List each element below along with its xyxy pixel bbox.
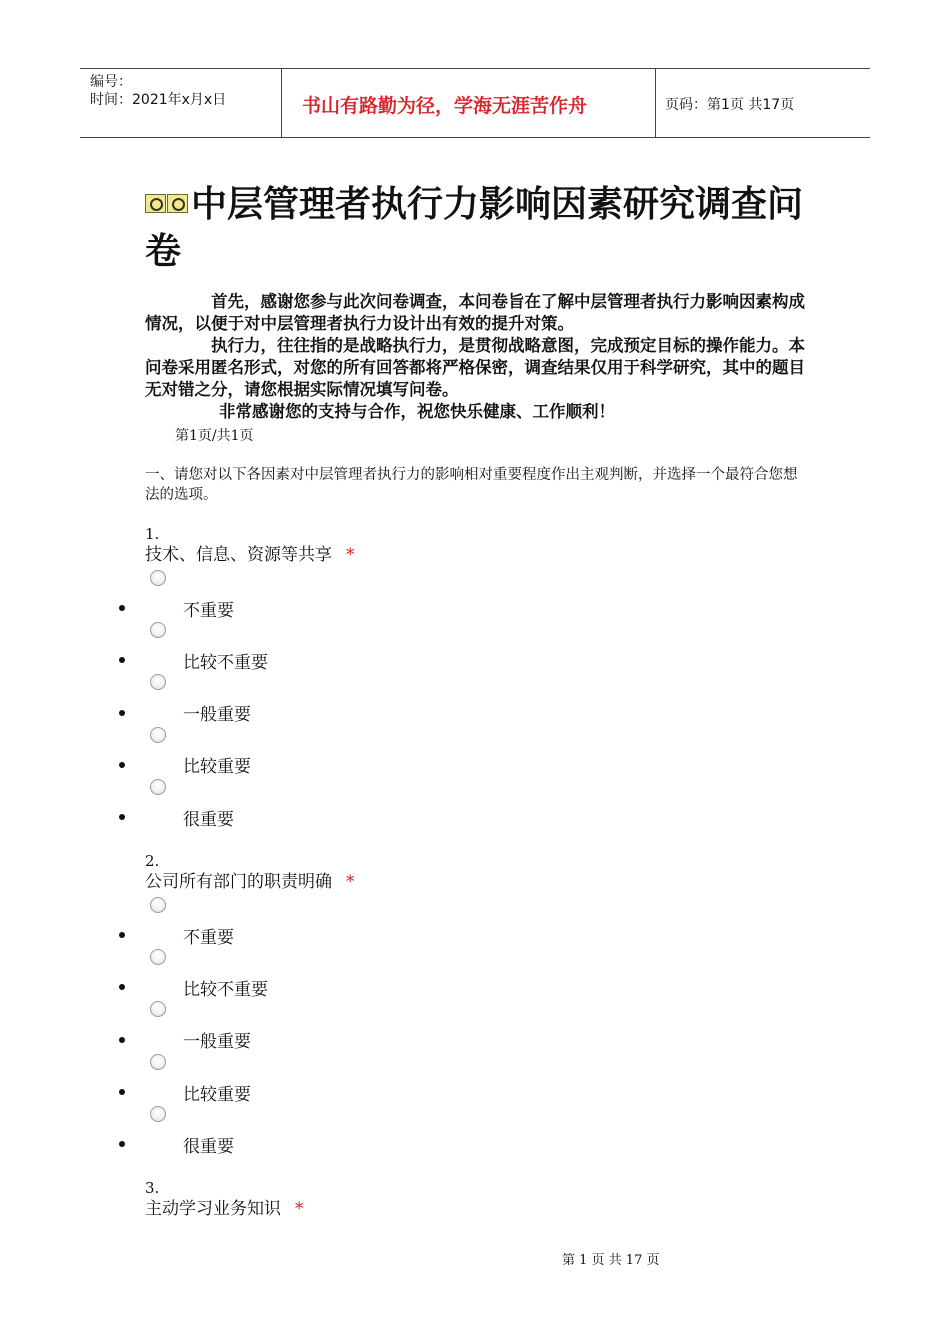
intro-paragraph-1: 首先，感谢您参与此次问卷调查，本问卷旨在了解中层管理者执行力影响因素构成情况，以便于对中层管理者执行力设计出有效的提升对策。: [145, 292, 805, 333]
radio-q2-opt2[interactable]: [150, 949, 166, 965]
number-label: 编号：: [90, 74, 132, 90]
option-label: 一般重要: [183, 705, 251, 725]
question-text: [145, 1198, 304, 1220]
date-label: 时间：2021年x月x日: [90, 92, 227, 108]
radio-q2-opt4[interactable]: [150, 1054, 166, 1070]
bullet: [119, 762, 125, 768]
title-text: 中层管理者执行力影响因素研究调查问卷: [145, 184, 804, 272]
radio-q1-opt5[interactable]: [150, 779, 166, 795]
intro: [145, 291, 810, 423]
question-3: [145, 1178, 304, 1220]
motto: 书山有路勤为径，学海无涯苦作舟: [302, 95, 588, 117]
option-label: 比较不重要: [183, 653, 268, 673]
option-label: 比较不重要: [183, 980, 268, 1000]
question-number: 3.: [145, 1179, 160, 1197]
bullet: [119, 932, 125, 938]
question-label: 公司所有部门的职责明确: [145, 872, 332, 892]
broken-image-icon: [145, 194, 166, 213]
intro-paragraph-3: 非常感谢您的支持与合作，祝您快乐健康、工作顺利！: [219, 402, 615, 421]
bullet: [119, 605, 125, 611]
bullet: [119, 1141, 125, 1147]
question-1: [145, 524, 355, 566]
option-label: 很重要: [183, 1137, 234, 1157]
required-mark: *: [346, 872, 355, 892]
bullet: [119, 814, 125, 820]
question-label: 主动学习业务知识: [145, 1199, 281, 1219]
intro-paragraph-2: 执行力，往往指的是战略执行力，是贯彻战略意图，完成预定目标的操作能力。本问卷采用匿名形式，对您的所有回答都将严格保密，调查结果仅用于科学研究，其中的题目无对错之分，请您根据实际情况填写问卷。: [145, 336, 805, 399]
required-mark: *: [295, 1199, 304, 1219]
page-info: 第1页/共1页: [175, 428, 254, 444]
question-text: [145, 544, 355, 566]
required-mark: *: [346, 545, 355, 565]
document-header: [80, 68, 870, 138]
bullet: [119, 657, 125, 663]
radio-q1-opt3[interactable]: [150, 674, 166, 690]
question-text: [145, 871, 355, 893]
option-label: 比较重要: [183, 1085, 251, 1105]
header-page-cell: [655, 69, 870, 137]
broken-image-icon: [167, 194, 188, 213]
bullet: [119, 984, 125, 990]
option-label: 比较重要: [183, 757, 251, 777]
bullet: [119, 1037, 125, 1043]
radio-q1-opt2[interactable]: [150, 622, 166, 638]
radio-q2-opt5[interactable]: [150, 1106, 166, 1122]
page-footer: 第 1 页 共 17 页: [562, 1253, 660, 1268]
question-number: 1.: [145, 525, 160, 543]
bullet: [119, 1089, 125, 1095]
option-label: 很重要: [183, 810, 234, 830]
header-motto-cell: [281, 69, 656, 137]
option-label: 一般重要: [183, 1032, 251, 1052]
question-label: 技术、信息、资源等共享: [145, 545, 332, 565]
page-code: 页码：第1页 共17页: [665, 97, 795, 113]
option-label: 不重要: [183, 928, 234, 948]
section-instructions: 一、请您对以下各因素对中层管理者执行力的影响相对重要程度作出主观判断，并选择一个最符合您想法的选项。: [145, 467, 798, 503]
radio-q1-opt4[interactable]: [150, 727, 166, 743]
radio-q2-opt1[interactable]: [150, 897, 166, 913]
radio-q1-opt1[interactable]: [150, 570, 166, 586]
page-title: [145, 182, 825, 275]
question-2: [145, 851, 355, 893]
option-label: 不重要: [183, 601, 234, 621]
bullet: [119, 710, 125, 716]
title-icons: [145, 179, 189, 225]
header-meta-cell: [80, 69, 281, 137]
question-number: 2.: [145, 852, 160, 870]
radio-q2-opt3[interactable]: [150, 1001, 166, 1017]
